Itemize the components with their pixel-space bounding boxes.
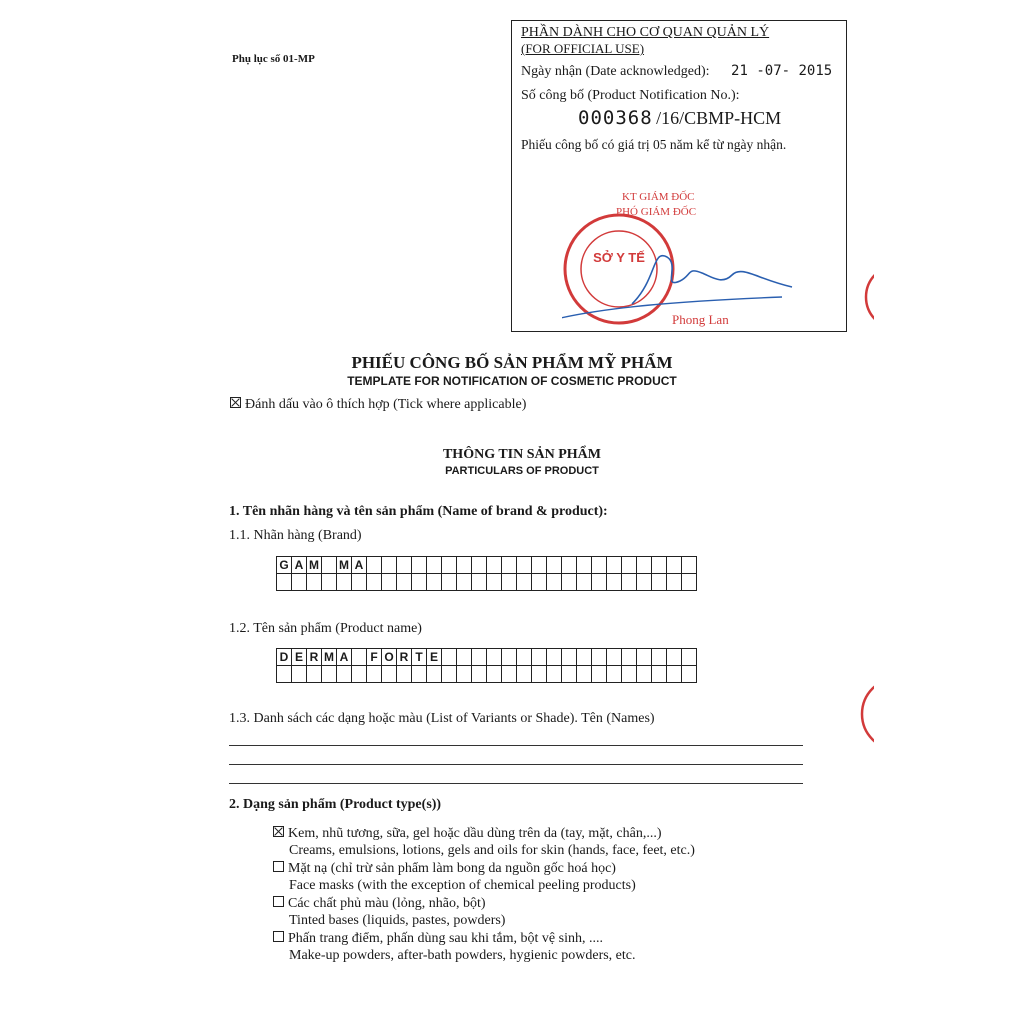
grid-cell[interactable] xyxy=(487,574,502,591)
grid-cell[interactable] xyxy=(457,574,472,591)
grid-cell[interactable]: R xyxy=(307,649,322,666)
grid-cell[interactable] xyxy=(397,557,412,574)
grid-cell[interactable] xyxy=(532,666,547,683)
grid-cell[interactable] xyxy=(472,649,487,666)
tick-instruction xyxy=(230,397,526,413)
grid-cell[interactable]: E xyxy=(427,649,442,666)
checked-box-icon xyxy=(230,397,241,408)
grid-cell[interactable] xyxy=(352,666,367,683)
grid-cell[interactable] xyxy=(622,666,637,683)
grid-cell[interactable] xyxy=(607,574,622,591)
form-title-en: TEMPLATE FOR NOTIFICATION OF COSMETIC PRODUCT xyxy=(347,374,677,388)
grid-cell[interactable] xyxy=(652,557,667,574)
grid-cell[interactable] xyxy=(547,649,562,666)
tick-instruction-text: Đánh dấu vào ô thích hợp (Tick where applicable) xyxy=(245,397,527,412)
grid-cell[interactable]: O xyxy=(382,649,397,666)
grid-cell[interactable]: R xyxy=(397,649,412,666)
grid-cell[interactable] xyxy=(412,666,427,683)
grid-cell[interactable] xyxy=(532,557,547,574)
grid-cell[interactable] xyxy=(682,557,697,574)
variants-line-2[interactable] xyxy=(229,764,803,765)
grid-cell[interactable] xyxy=(622,557,637,574)
grid-cell[interactable] xyxy=(607,557,622,574)
grid-cell[interactable] xyxy=(352,574,367,591)
grid-cell[interactable] xyxy=(442,557,457,574)
grid-cell[interactable]: A xyxy=(292,557,307,574)
official-use-box xyxy=(511,20,847,332)
grid-cell[interactable] xyxy=(427,574,442,591)
grid-cell[interactable]: T xyxy=(412,649,427,666)
validity-note: Phiếu công bố có giá trị 05 năm kể từ ngày nhận. xyxy=(521,137,787,152)
grid-cell[interactable] xyxy=(457,557,472,574)
seal-title-2: PHÓ GIÁM ĐỐC xyxy=(616,206,697,218)
product-type-label-en: Creams, emulsions, lotions, gels and oils for skin (hands, face, feet, etc.) xyxy=(289,843,695,858)
product-type-label-en: Make-up powders, after-bath powders, hygienic powders, etc. xyxy=(289,948,636,963)
checkbox-icon[interactable] xyxy=(273,931,284,942)
grid-cell[interactable]: G xyxy=(277,557,292,574)
grid-cell[interactable] xyxy=(682,666,697,683)
grid-cell[interactable]: A xyxy=(337,649,352,666)
grid-cell[interactable] xyxy=(622,574,637,591)
grid-cell[interactable] xyxy=(427,666,442,683)
product-type-option[interactable] xyxy=(273,861,616,877)
grid-cell[interactable] xyxy=(367,574,382,591)
grid-cell[interactable] xyxy=(442,666,457,683)
grid-cell[interactable] xyxy=(577,557,592,574)
product-type-label-en: Tinted bases (liquids, pastes, powders) xyxy=(289,913,506,928)
grid-cell[interactable] xyxy=(487,649,502,666)
grid-cell[interactable] xyxy=(547,574,562,591)
grid-cell[interactable] xyxy=(472,557,487,574)
grid-cell[interactable] xyxy=(622,649,637,666)
grid-cell[interactable] xyxy=(682,649,697,666)
notification-number-value: 000368 xyxy=(578,107,653,129)
grid-cell[interactable] xyxy=(502,557,517,574)
grid-cell[interactable] xyxy=(397,666,412,683)
brand-label: 1.1. Nhãn hàng (Brand) xyxy=(229,528,362,543)
grid-cell[interactable]: F xyxy=(367,649,382,666)
official-heading-vn: PHẦN DÀNH CHO CƠ QUAN QUẢN LÝ xyxy=(521,25,770,40)
variants-line-1[interactable] xyxy=(229,745,803,746)
grid-cell[interactable]: A xyxy=(352,557,367,574)
grid-cell[interactable] xyxy=(592,666,607,683)
notification-number-label: Số công bố (Product Notification No.): xyxy=(521,88,740,103)
grid-cell[interactable]: E xyxy=(292,649,307,666)
grid-cell[interactable] xyxy=(472,574,487,591)
grid-cell[interactable] xyxy=(547,666,562,683)
grid-row xyxy=(277,666,697,683)
grid-cell[interactable] xyxy=(607,649,622,666)
grid-cell[interactable] xyxy=(607,666,622,683)
grid-cell[interactable] xyxy=(367,666,382,683)
grid-cell[interactable] xyxy=(382,557,397,574)
grid-cell[interactable] xyxy=(292,574,307,591)
grid-cell[interactable] xyxy=(292,666,307,683)
grid-cell[interactable] xyxy=(472,666,487,683)
grid-cell[interactable] xyxy=(277,574,292,591)
grid-cell[interactable] xyxy=(517,574,532,591)
checked-box-icon[interactable] xyxy=(273,826,284,837)
official-heading-en: (FOR OFFICIAL USE) xyxy=(521,41,645,56)
grid-cell[interactable] xyxy=(502,649,517,666)
grid-cell[interactable] xyxy=(562,666,577,683)
grid-cell[interactable] xyxy=(667,649,682,666)
partial-seal-right-top xyxy=(858,262,874,332)
section-1-heading: 1. Tên nhãn hàng và tên sản phẩm (Name of brand & product): xyxy=(229,504,608,519)
product-type-label-vn: Phấn trang điểm, phấn dùng sau khi tắm, bột vệ sinh, .... xyxy=(288,931,603,946)
grid-cell[interactable] xyxy=(562,649,577,666)
grid-cell[interactable] xyxy=(382,574,397,591)
seal-center-text: SỞ Y TẾ xyxy=(593,250,645,265)
grid-cell[interactable] xyxy=(592,557,607,574)
grid-row xyxy=(277,574,697,591)
product-type-label-vn: Các chất phủ màu (lỏng, nhão, bột) xyxy=(288,896,486,911)
grid-cell[interactable] xyxy=(322,666,337,683)
section-title-en: PARTICULARS OF PRODUCT xyxy=(445,465,599,477)
grid-cell[interactable] xyxy=(637,557,652,574)
grid-row xyxy=(277,649,697,666)
grid-cell[interactable] xyxy=(637,666,652,683)
seal-title-1: KT GIÁM ĐỐC xyxy=(622,191,695,203)
grid-cell[interactable] xyxy=(457,649,472,666)
product-name-label: 1.2. Tên sản phẩm (Product name) xyxy=(229,621,422,636)
grid-cell[interactable] xyxy=(652,574,667,591)
product-type-option[interactable] xyxy=(273,826,662,842)
grid-cell[interactable] xyxy=(337,574,352,591)
grid-cell[interactable] xyxy=(277,666,292,683)
grid-cell[interactable] xyxy=(577,574,592,591)
variants-label: 1.3. Danh sách các dạng hoặc màu (List of Variants or Shade). Tên (Names) xyxy=(229,711,655,726)
date-value: 21 -07- 2015 xyxy=(731,63,833,79)
grid-cell[interactable] xyxy=(562,574,577,591)
grid-cell[interactable] xyxy=(502,666,517,683)
product-type-label-vn: Kem, nhũ tương, sữa, gel hoặc dầu dùng trên da (tay, mặt, chân,...) xyxy=(288,826,662,841)
grid-cell[interactable]: D xyxy=(277,649,292,666)
grid-cell[interactable] xyxy=(397,574,412,591)
grid-cell[interactable] xyxy=(427,557,442,574)
grid-cell[interactable] xyxy=(517,649,532,666)
grid-cell[interactable] xyxy=(667,557,682,574)
product-name-grid[interactable] xyxy=(276,648,697,683)
grid-cell[interactable] xyxy=(547,557,562,574)
grid-cell[interactable] xyxy=(322,557,337,574)
product-type-option[interactable] xyxy=(273,896,486,912)
grid-cell[interactable] xyxy=(592,574,607,591)
date-label: Ngày nhận (Date acknowledged): xyxy=(521,64,710,79)
grid-cell[interactable]: M xyxy=(322,649,337,666)
checkbox-icon[interactable] xyxy=(273,861,284,872)
grid-cell[interactable] xyxy=(532,649,547,666)
grid-cell[interactable] xyxy=(637,574,652,591)
signer-name: Phong Lan xyxy=(672,312,729,327)
grid-cell[interactable] xyxy=(667,574,682,591)
grid-cell[interactable] xyxy=(307,574,322,591)
grid-cell[interactable] xyxy=(382,666,397,683)
section-2-heading: 2. Dạng sản phẩm (Product type(s)) xyxy=(229,797,442,812)
partial-seal-right-bottom xyxy=(856,674,874,754)
grid-cell[interactable] xyxy=(442,649,457,666)
grid-cell[interactable] xyxy=(412,557,427,574)
grid-cell[interactable] xyxy=(502,574,517,591)
grid-cell[interactable] xyxy=(487,557,502,574)
notification-number-suffix: /16/CBMP-HCM xyxy=(656,108,782,128)
grid-cell[interactable] xyxy=(577,649,592,666)
checkbox-icon[interactable] xyxy=(273,896,284,907)
grid-cell[interactable] xyxy=(487,666,502,683)
official-seal-and-signature xyxy=(562,209,812,329)
grid-cell[interactable] xyxy=(682,574,697,591)
section-title-vn: THÔNG TIN SẢN PHẨM xyxy=(442,447,602,462)
brand-grid[interactable] xyxy=(276,556,697,591)
grid-cell[interactable] xyxy=(517,557,532,574)
grid-cell[interactable]: M xyxy=(307,557,322,574)
grid-cell[interactable] xyxy=(532,574,547,591)
grid-cell[interactable] xyxy=(337,666,352,683)
grid-cell[interactable] xyxy=(412,574,427,591)
grid-cell[interactable] xyxy=(577,666,592,683)
grid-cell[interactable] xyxy=(322,574,337,591)
grid-cell[interactable] xyxy=(652,649,667,666)
grid-cell[interactable] xyxy=(307,666,322,683)
grid-cell[interactable] xyxy=(637,649,652,666)
grid-cell[interactable] xyxy=(517,666,532,683)
grid-cell[interactable] xyxy=(592,649,607,666)
variants-line-3[interactable] xyxy=(229,783,803,784)
grid-cell[interactable] xyxy=(457,666,472,683)
grid-cell[interactable] xyxy=(442,574,457,591)
product-type-label-vn: Mặt nạ (chỉ trừ sản phẩm làm bong da nguồn gốc hoá học) xyxy=(288,861,616,876)
form-title-vn: PHIẾU CÔNG BỐ SẢN PHẨM MỸ PHẨM xyxy=(351,353,673,372)
grid-row xyxy=(277,557,697,574)
grid-cell[interactable] xyxy=(667,666,682,683)
product-type-option[interactable] xyxy=(273,931,603,947)
grid-cell[interactable] xyxy=(652,666,667,683)
annex-label: Phụ lục số 01-MP xyxy=(232,53,315,65)
grid-cell[interactable] xyxy=(352,649,367,666)
product-type-label-en: Face masks (with the exception of chemical peeling products) xyxy=(289,878,636,893)
grid-cell[interactable] xyxy=(367,557,382,574)
grid-cell[interactable] xyxy=(562,557,577,574)
grid-cell[interactable]: M xyxy=(337,557,352,574)
